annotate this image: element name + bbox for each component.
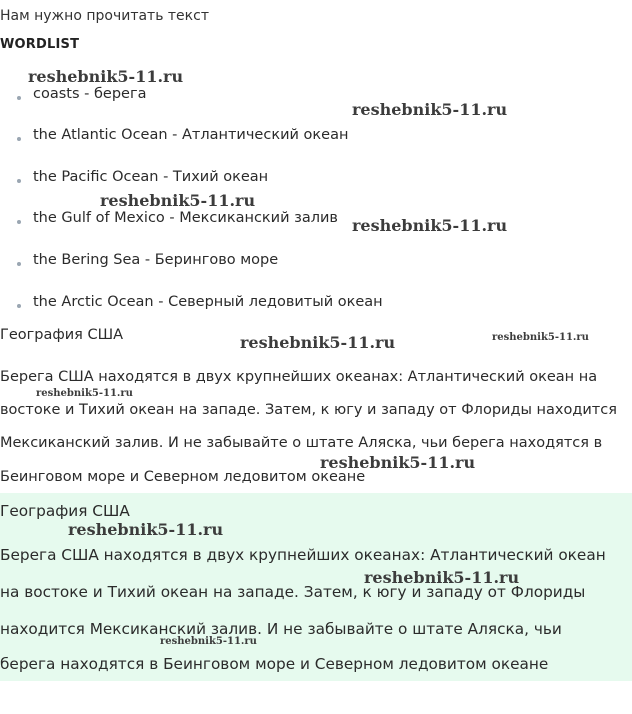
answer-heading: География США: [0, 502, 130, 520]
original-heading: География США: [0, 327, 124, 343]
wordlist-item: the Pacific Ocean - Тихий океан: [33, 169, 269, 185]
wordlist-item: the Bering Sea - Берингово море: [33, 252, 279, 268]
bullet-icon: [17, 262, 21, 266]
wordlist-title: WORDLIST: [0, 37, 80, 52]
original-line: Мексиканский залив. И не забывайте о штате Аляска, чьи берега находятся в: [0, 435, 603, 451]
watermark: reshebnik5-11.ru: [364, 568, 520, 587]
original-line: Беинговом море и Северном ледовитом океане: [0, 469, 366, 485]
bullet-icon: [17, 179, 21, 183]
watermark: reshebnik5-11.ru: [160, 636, 257, 647]
watermark: reshebnik5-11.ru: [320, 453, 476, 472]
wordlist-item: coasts - берега: [33, 86, 147, 102]
answer-line: Берега США находятся в двух крупнейших океанах: Атлантический океан: [0, 546, 606, 564]
bullet-icon: [17, 304, 21, 308]
wordlist-item: the Atlantic Ocean - Атлантический океан: [33, 127, 349, 143]
answer-line: на востоке и Тихий океан на западе. Затем, к югу и западу от Флориды: [0, 583, 586, 601]
watermark: reshebnik5-11.ru: [28, 67, 184, 86]
answer-line: находится Мексиканский залив. И не забывайте о штате Аляска, чьи: [0, 620, 562, 638]
watermark: reshebnik5-11.ru: [352, 100, 508, 119]
watermark: reshebnik5-11.ru: [240, 333, 396, 352]
watermark: reshebnik5-11.ru: [100, 191, 256, 210]
wordlist-item: the Arctic Ocean - Северный ледовитый океан: [33, 294, 383, 310]
bullet-icon: [17, 220, 21, 224]
answer-line: берега находятся в Беинговом море и Северном ледовитом океане: [0, 655, 549, 673]
bullet-icon: [17, 137, 21, 141]
original-line: востоке и Тихий океан на западе. Затем, к югу и западу от Флориды находится: [0, 402, 617, 418]
watermark: reshebnik5-11.ru: [492, 332, 589, 343]
watermark: reshebnik5-11.ru: [36, 388, 133, 399]
bullet-icon: [17, 96, 21, 100]
watermark: reshebnik5-11.ru: [352, 216, 508, 235]
watermark: reshebnik5-11.ru: [68, 520, 224, 539]
original-line: Берега США находятся в двух крупнейших океанах: Атлантический океан на: [0, 369, 598, 385]
intro-text: Нам нужно прочитать текст: [0, 8, 209, 24]
wordlist-item: the Gulf of Mexico - Мексиканский залив: [33, 210, 338, 226]
